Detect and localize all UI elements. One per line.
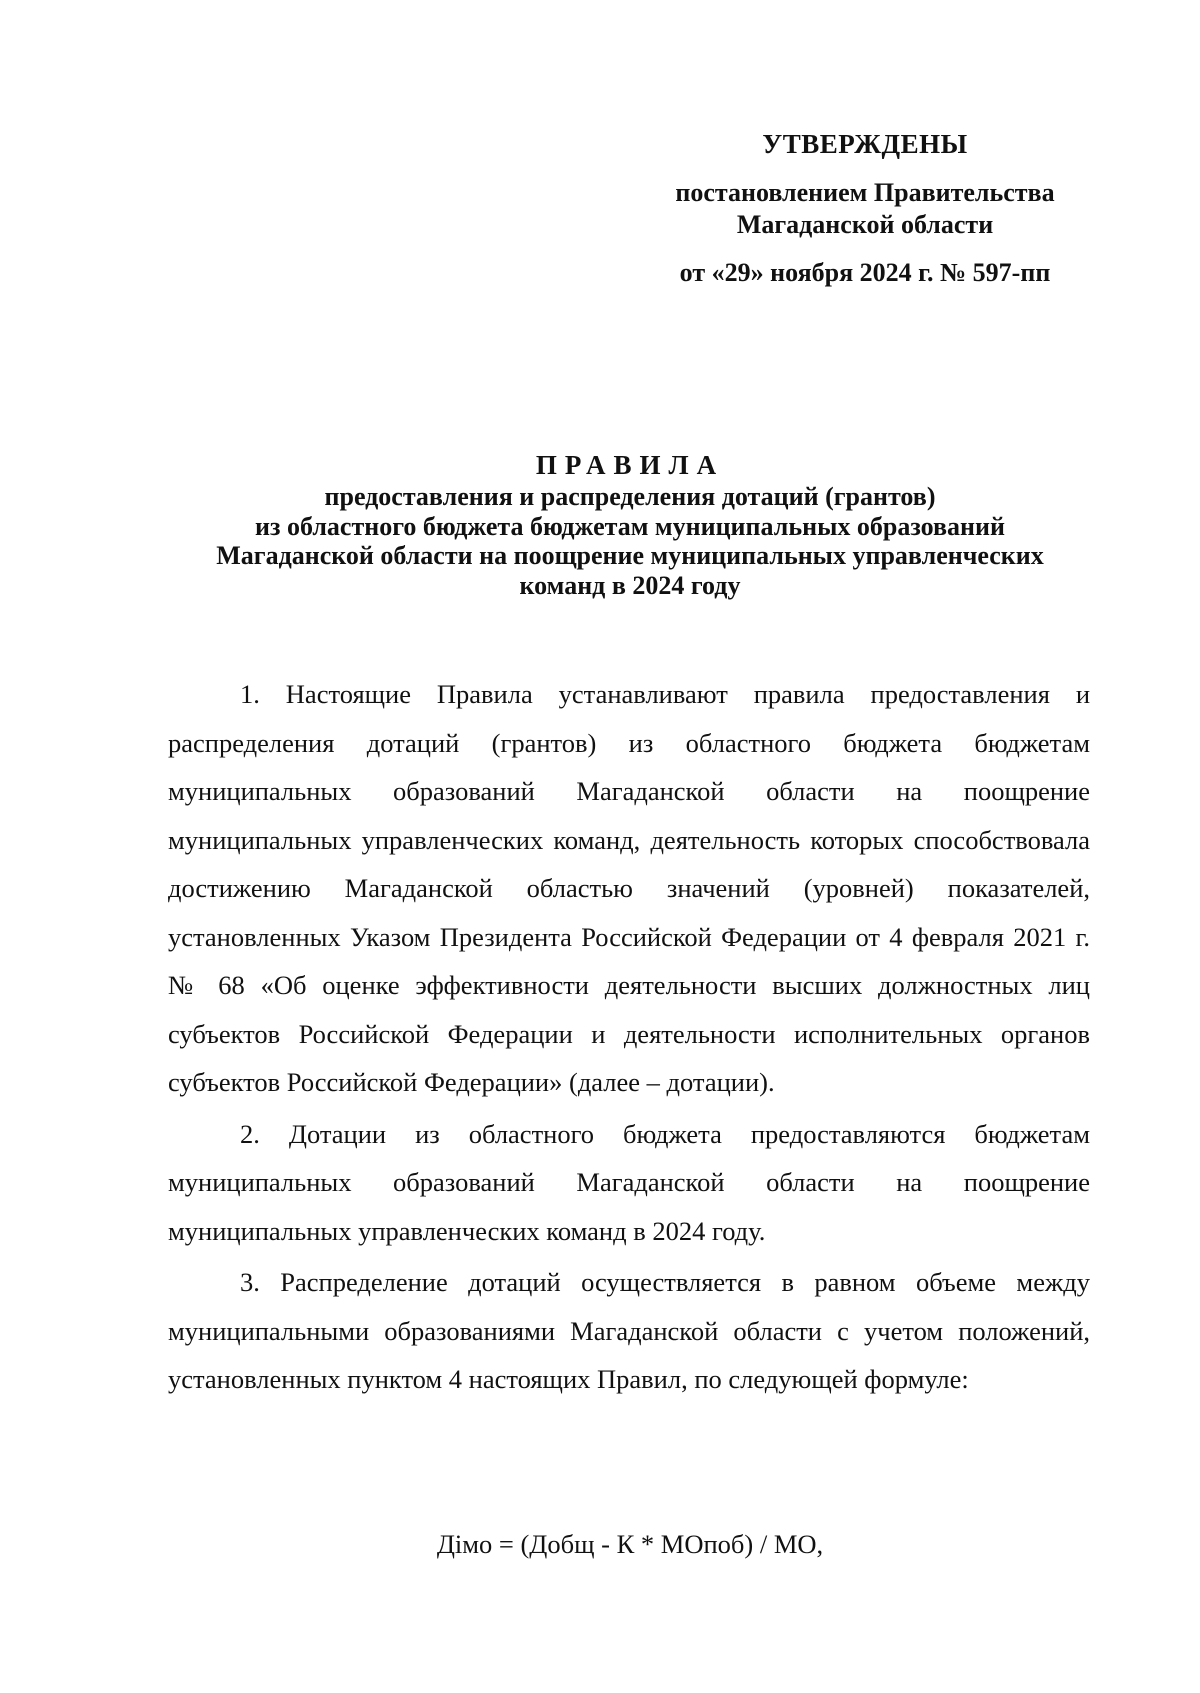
- document-title-block: [160, 448, 1100, 600]
- approval-line-region: Магаданской области: [736, 210, 994, 239]
- distribution-formula: Дімо = (Добщ - К * МОпоб) / МО,: [436, 1529, 824, 1559]
- paragraph-2: 2. Дотации из областного бюджета предоставляются бюджетам муниципальных образований Магаданской области на поощрение муниципальных управленческих команд в 2024 году.: [168, 1118, 1090, 1246]
- paragraph-3: 3. Распределение дотаций осуществляется в равном объеме между муниципальными образованиями Магаданской области с учетом положений, установленных пунктом 4 настоящих Правил, по следующей формуле:: [168, 1267, 1090, 1394]
- document-title: ПРАВИЛА: [535, 450, 725, 480]
- approval-line-resolution: постановлением Правительства: [675, 178, 1055, 207]
- document-body: [168, 670, 1090, 1407]
- document-subtitle-line-2: из областного бюджета бюджетам муниципальных образований: [255, 511, 1005, 541]
- document-subtitle-line-3: Магаданской области на поощрение муниципальных управленческих: [216, 541, 1044, 570]
- document-subtitle-line-1: предоставления и распределения дотаций (грантов): [324, 482, 936, 511]
- paragraph-1: 1. Настоящие Правила устанавливают правила предоставления и распределения дотаций (грантов) из областного бюджета бюджетам муниципальных образований Магаданской области на поощрение муниципальных управленческих команд, деятельность которых способствовала достижению Магаданской областью значений (уровней) показателей, установленных Указом Президента Российской Федерации от 4 февраля 2021 г. № 68 «Об оценке эффективности деятельности высших должностных лиц субъектов Российской Федерации и деятельности исполнительных органов субъектов Российской Федерации» (далее – дотации).: [168, 679, 1090, 1097]
- document-subtitle-line-4: команд в 2024 году: [519, 570, 741, 600]
- approval-block: [640, 128, 1090, 289]
- approval-date: от «29» ноября 2024 г. № 597-пп: [679, 258, 1051, 287]
- approval-heading: УТВЕРЖДЕНЫ: [762, 129, 968, 159]
